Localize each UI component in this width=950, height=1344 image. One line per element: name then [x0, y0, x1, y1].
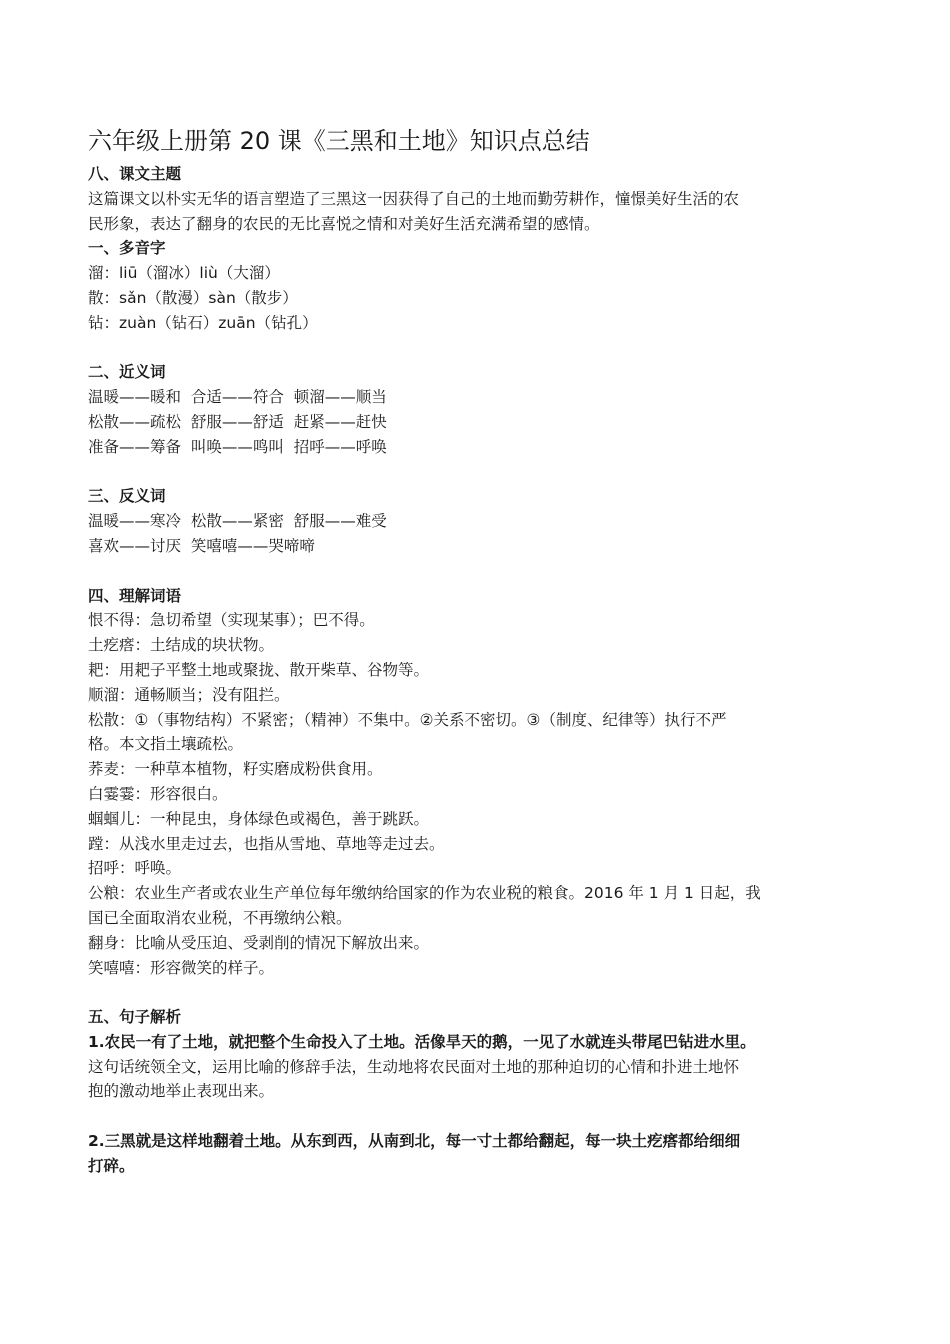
list-item: 喜欢——讨厌 笑嘻嘻——哭啼啼: [88, 536, 315, 555]
list-item: 恨不得：急切希望（实现某事）；巴不得。: [88, 611, 375, 630]
sentence-quote: 2.三黑就是这样地翻着土地。从东到西，从南到北，每一寸土都给翻起，每一块土疙瘩都给细细: [88, 1132, 741, 1151]
list-item: 招呼：呼唤。: [88, 859, 182, 878]
list-item: 顺溜：通畅顺当；没有阻拦。: [88, 685, 290, 704]
list-item: 松散：①（事物结构）不紧密；（精神）不集中。②关系不密切。③（制度、纪律等）执行不严: [88, 710, 727, 729]
list-item: 温暖——寒冷 松散——紧密 舒服——难受: [88, 512, 387, 531]
list-item: 荞麦：一种草本植物，籽实磨成粉供食用。: [88, 760, 383, 779]
spacer: [88, 980, 868, 1005]
paragraph-line: 抱的激动地举止表现出来。: [88, 1082, 275, 1101]
list-item: 笑嘻嘻：形容微笑的样子。: [88, 958, 275, 977]
list-item: 耙：用耙子平整土地或聚拢、散开柴草、谷物等。: [88, 660, 430, 679]
section-heading-synonyms: 二、近义词: [88, 363, 166, 382]
list-item: 散：sǎn（散漫）sàn（散步）: [88, 288, 298, 307]
list-item: 准备——筹备 叫唤——鸣叫 招呼——呼唤: [88, 437, 387, 456]
list-item: 土疙瘩：土结成的块状物。: [88, 636, 275, 655]
paragraph-line: 这句话统领全文，运用比喻的修辞手法，生动地将农民面对土地的那种迫切的心情和扑进土地怀: [88, 1057, 740, 1076]
list-item: 白霎霎：形容很白。: [88, 784, 228, 803]
list-item: 翻身：比喻从受压迫、受剥削的情况下解放出来。: [88, 933, 430, 952]
document-page: [88, 124, 868, 1179]
list-item: 蹚：从浅水里走过去，也指从雪地、草地等走过去。: [88, 834, 445, 853]
sentence-quote: 1.农民一有了土地，就把整个生命投入了土地。活像旱天的鹅，一见了水就连头带尾巴钻进水里。: [88, 1032, 756, 1051]
list-item: 溜：liū（溜冰）liù（大溜）: [88, 264, 280, 283]
section-heading-polyphones: 一、多音字: [88, 239, 166, 258]
paragraph-line: 这篇课文以朴实无华的语言塑造了三黑这一因获得了自己的土地而勤劳耕作，憧憬美好生活的农: [88, 189, 740, 208]
section-heading-antonyms: 三、反义词: [88, 487, 166, 506]
list-item: 公粮：农业生产者或农业生产单位每年缴纳给国家的作为农业税的粮食。2016 年 1 月 1 日起，我: [88, 884, 761, 903]
list-item: 温暖——暖和 合适——符合 顿溜——顺当: [88, 388, 387, 407]
section-heading-theme: 八、课文主题: [88, 165, 182, 183]
spacer: [88, 336, 868, 361]
section-heading-vocabulary: 四、理解词语: [88, 586, 182, 605]
list-item: 国已全面取消农业税，不再缴纳公粮。: [88, 908, 352, 927]
list-item: 松散——疏松 舒服——舒适 赶紧——赶快: [88, 412, 387, 431]
list-item: 格。本文指土壤疏松。: [88, 735, 244, 754]
spacer: [88, 559, 868, 584]
sentence-quote: 打碎。: [88, 1156, 135, 1175]
list-item: 钻：zuàn（钻石）zuān（钻孔）: [88, 313, 318, 332]
list-item: 蝈蝈儿：一种昆虫，身体绿色或褐色，善于跳跃。: [88, 809, 430, 828]
document-title: 六年级上册第 20 课《三黑和土地》知识点总结: [88, 127, 590, 155]
spacer: [88, 460, 868, 485]
spacer: [88, 1104, 868, 1129]
paragraph-line: 民形象，表达了翻身的农民的无比喜悦之情和对美好生活充满希望的感情。: [88, 214, 600, 233]
section-heading-sentences: 五、句子解析: [88, 1008, 182, 1027]
